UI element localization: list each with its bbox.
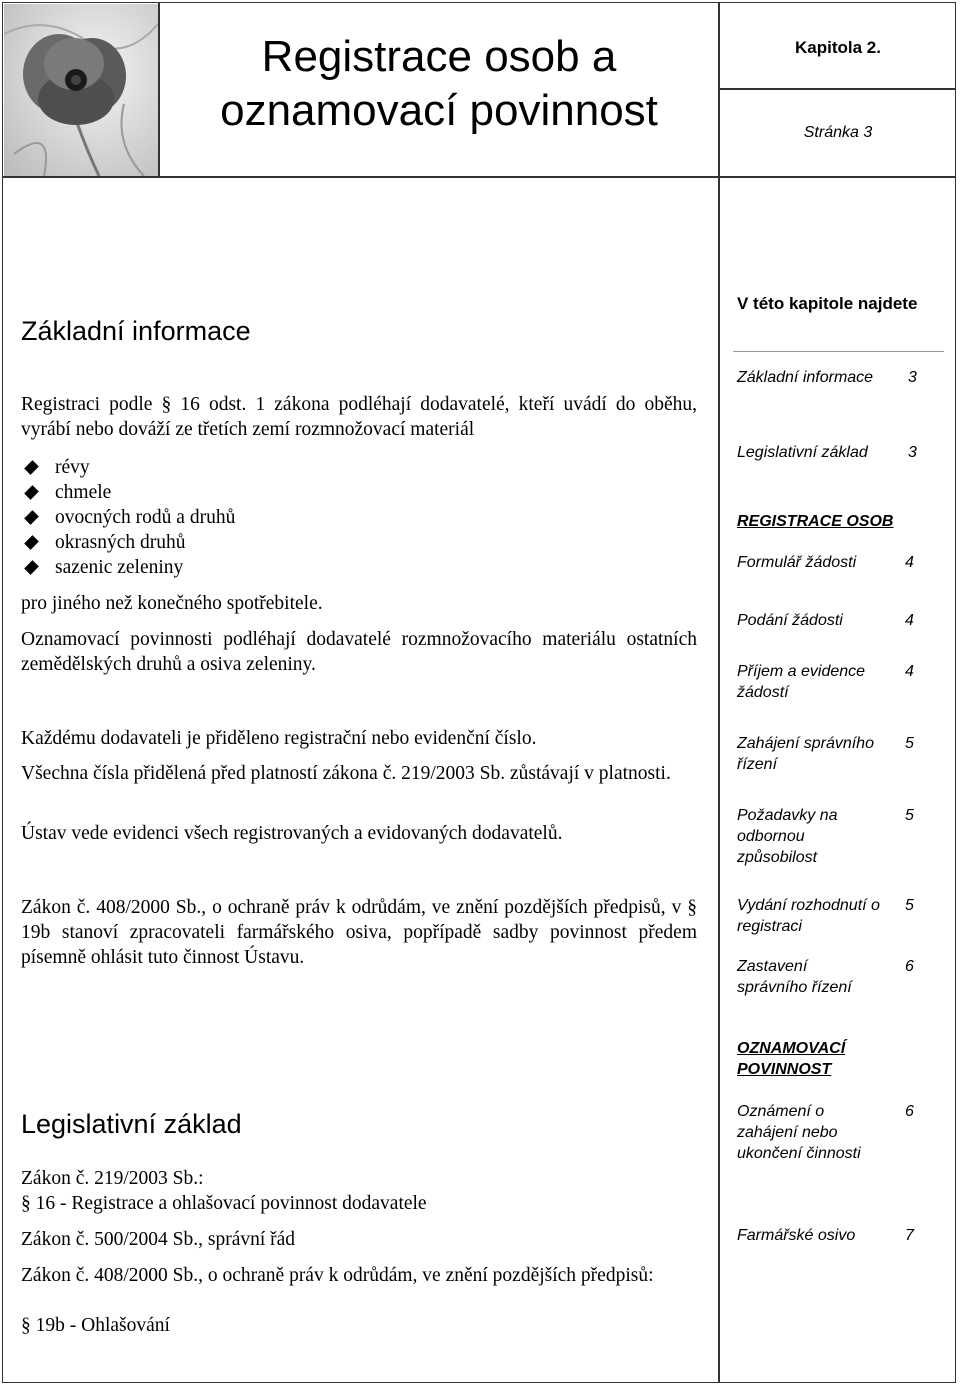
list-item: sazenic zeleniny bbox=[21, 555, 235, 580]
legislation-law-1: Zákon č. 219/2003 Sb.: bbox=[21, 1168, 204, 1189]
toc-section-oznamovaci[interactable]: OZNAMOVACÍ POVINNOST bbox=[737, 1040, 846, 1078]
validity-paragraph: Všechna čísla přidělená před platností zákona č. 219/2003 Sb. zůstávají v platnosti. bbox=[21, 763, 671, 784]
toc-entry[interactable]: Oznámení o zahájení nebo ukončení činnosti6 bbox=[737, 1103, 914, 1162]
sidebar-heading: V této kapitole najdete bbox=[737, 294, 918, 313]
number-paragraph: Každému dodavateli je přiděleno registrační nebo evidenční číslo. bbox=[21, 728, 537, 749]
notify-paragraph: Oznamovací povinnosti podléhají dodavatelé rozmnožovacího materiálu ostatních zemědělských druhů a osiva zeleniny. bbox=[21, 629, 697, 675]
legislation-law-3-item: § 19b - Ohlašování bbox=[21, 1315, 170, 1336]
toc-entry[interactable]: Farmářské osivo 7 bbox=[737, 1227, 914, 1244]
toc-entry[interactable]: Formulář žádosti 4 bbox=[737, 554, 914, 571]
legislation-law-3: Zákon č. 408/2000 Sb., o ochraně práv k odrůdám, ve znění pozdějších předpisů: bbox=[21, 1265, 654, 1286]
column-divider bbox=[718, 2, 720, 1383]
title-line-1: Registrace osob a bbox=[261, 32, 617, 81]
diamond-bullet-icon bbox=[24, 535, 39, 550]
toc-entry[interactable]: Základní informace 3 bbox=[737, 369, 917, 386]
law-paragraph bbox=[21, 895, 697, 970]
toc-entry[interactable]: Požadavky na odbornou způsobilost5 bbox=[737, 807, 914, 866]
legislation-law-1-item: § 16 - Registrace a ohlašovací povinnost dodavatele bbox=[21, 1193, 427, 1214]
chapter-label: Kapitola 2. bbox=[795, 38, 881, 57]
page-label: Stránka 3 bbox=[803, 124, 873, 141]
toc-entry[interactable]: Podání žádosti 4 bbox=[737, 612, 914, 629]
toc-section-registrace[interactable]: REGISTRACE OSOB bbox=[737, 513, 894, 530]
intro-paragraph: Registraci podle § 16 odst. 1 zákona podléhají dodavatelé, kteří uvádí do oběhu, vyrábí nebo dováží ze třetích zemí rozmnožovací materiál bbox=[21, 394, 697, 440]
title-line-2: oznamovací povinnost bbox=[220, 86, 658, 135]
legislation-law-2: Zákon č. 500/2004 Sb., správní řád bbox=[21, 1229, 296, 1250]
toc-entry[interactable]: Zastavení správního řízení6 bbox=[737, 958, 914, 996]
records-paragraph: Ústav vede evidenci všech registrovaných a evidovaných dodavatelů. bbox=[21, 823, 563, 844]
heading-basic-info: Základní informace bbox=[21, 316, 251, 346]
list-item: ovocných rodů a druhů bbox=[21, 505, 235, 530]
header-mid-rule bbox=[718, 88, 956, 90]
list-item: chmele bbox=[21, 480, 235, 505]
header-bottom-rule bbox=[2, 176, 956, 178]
list-item: révy bbox=[21, 455, 235, 480]
diamond-bullet-icon bbox=[24, 560, 39, 575]
toc-entry[interactable]: Zahájení správního řízení5 bbox=[737, 735, 914, 773]
consumer-paragraph: pro jiného než konečného spotřebitele. bbox=[21, 593, 323, 614]
diamond-bullet-icon bbox=[24, 485, 39, 500]
toc-entry[interactable]: Vydání rozhodnutí o registraci5 bbox=[737, 897, 914, 935]
toc-entry[interactable]: Legislativní základ 3 bbox=[737, 444, 917, 461]
law-reference: Zákon č. 408/2000 Sb. bbox=[21, 897, 202, 918]
toc-entry[interactable]: Příjem a evidence žádostí4 bbox=[737, 663, 914, 701]
poppy-photo bbox=[4, 4, 158, 176]
list-item: okrasných druhů bbox=[21, 530, 235, 555]
law-text: , o ochraně práv k odrůdám, ve znění pozdějších předpisů, v § 19b stanoví zpracovateli farmářského osiva, popřípadě sadby povinnost předem písemně ohlásit tuto činnost Ústavu. bbox=[21, 897, 697, 968]
material-list bbox=[21, 455, 235, 580]
diamond-bullet-icon bbox=[24, 460, 39, 475]
page-title bbox=[160, 30, 718, 138]
heading-legislation: Legislativní základ bbox=[21, 1109, 242, 1139]
diamond-bullet-icon bbox=[24, 510, 39, 525]
sidebar-rule bbox=[733, 351, 944, 352]
